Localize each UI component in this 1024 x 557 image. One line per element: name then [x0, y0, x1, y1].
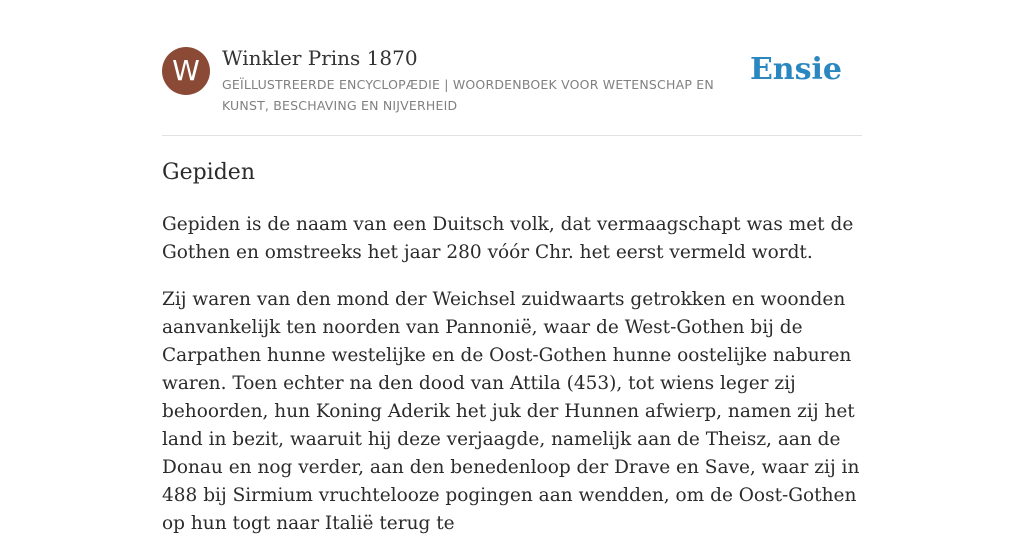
- article-body: [162, 211, 867, 557]
- ensie-logo[interactable]: Ensie: [749, 52, 842, 87]
- source-title[interactable]: Winkler Prins 1870: [222, 46, 418, 70]
- source-subtitle: GEÏLLUSTREERDE ENCYCLOPÆDIE | WOORDENBOEK VOOR WETENSCHAP EN KUNST, BESCHAVING EN NIJVERHEID: [222, 77, 714, 113]
- header: [162, 46, 862, 116]
- article-title: Gepiden: [162, 160, 255, 185]
- header-divider: [162, 135, 862, 136]
- article-paragraph: Gepiden is de naam van een Duitsch volk, dat vermaagschapt was met de Gothen en omstreeks het jaar 280 vóór Chr. het eerst vermeld wordt.: [162, 214, 854, 263]
- source-avatar[interactable]: W: [162, 47, 210, 95]
- article-paragraph: Zij waren van den mond der Weichsel zuidwaarts getrokken en woonden aanvankelijk ten noorden van Pannonië, waar de West-Gothen bij de Carpathen hunne westelijke en de Oost-Gothen hunne oostelijke naburen waren. Toen echter na den dood van Attila (453), tot wiens leger zij behoorden, hun Koning Aderik het juk der Hunnen afwierp, namen zij het land in bezit, waaruit hij deze verjaagde, namelijk aan de Theisz, aan de Donau en nog verder, aan den benedenloop der Drave en Save, waar zij in 488 bij Sirmium vruchtelooze pogingen aan wendden, om de Oost-Gothen op hun togt naar Italië terug te: [162, 289, 860, 534]
